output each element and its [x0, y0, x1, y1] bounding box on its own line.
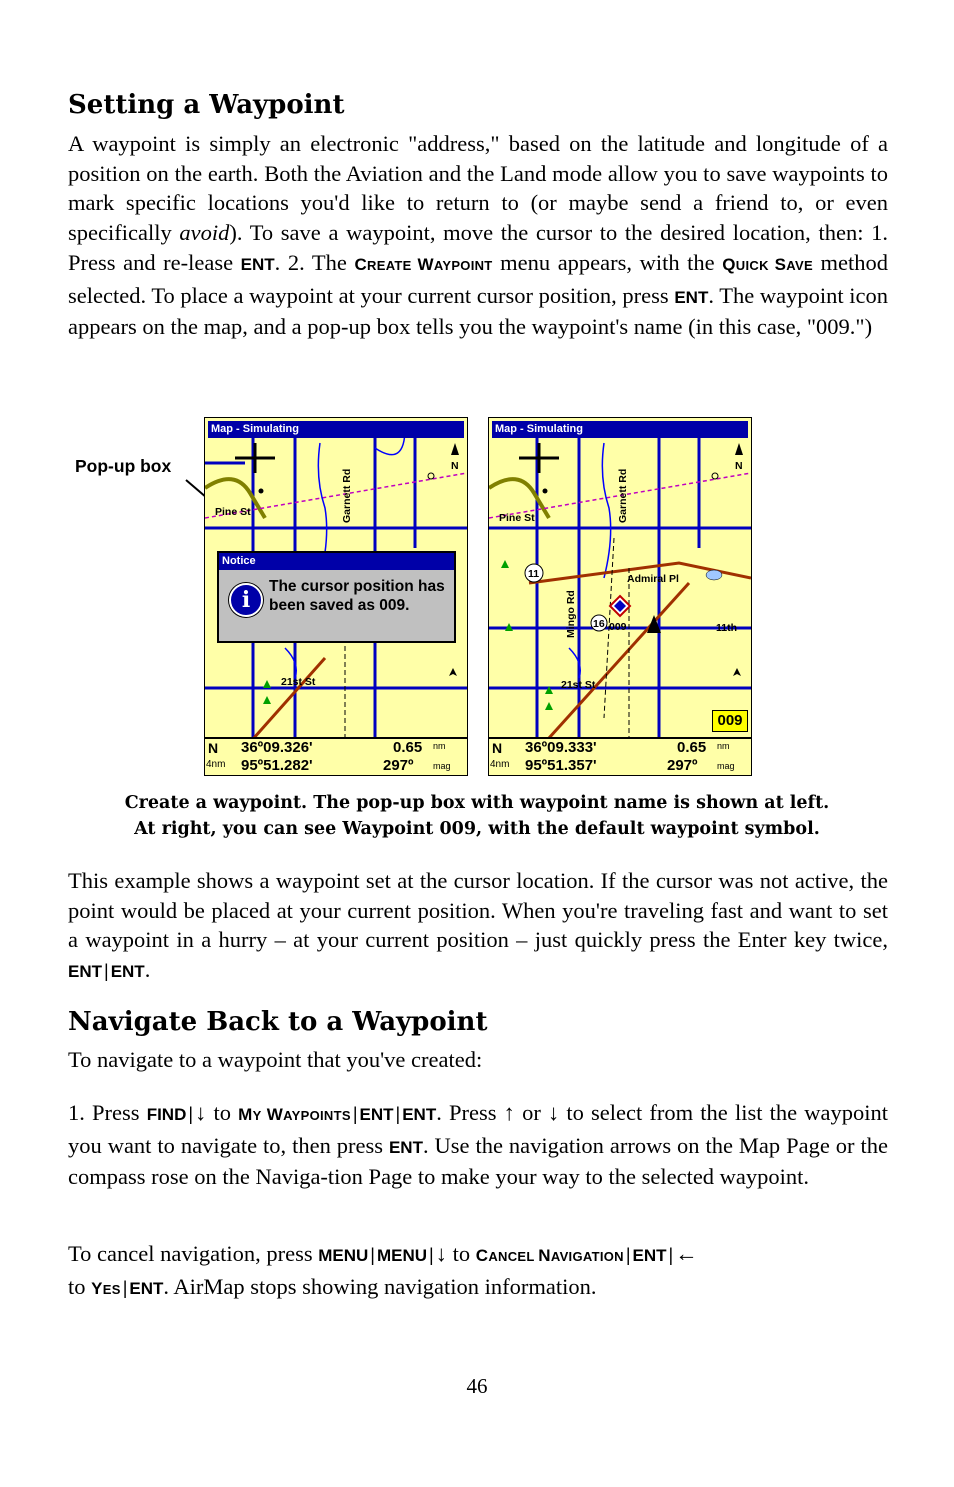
paragraph-cancel-navigation [68, 1239, 888, 1304]
text-run: ). To save a waypoint, move the cursor to the desired location, then: 1. Press and re-lease [68, 220, 888, 275]
emphasis-avoid: avoid [179, 220, 230, 246]
key-ent: ENT [240, 254, 275, 274]
separator: | [352, 1104, 358, 1124]
menu-quick-save: QUICK SAVE [722, 254, 813, 274]
down-arrow-icon: ↓ [435, 1241, 447, 1266]
text-run: . 2. The [274, 249, 355, 275]
bearing: 297º [667, 757, 698, 774]
distance: 0.65 [393, 739, 423, 756]
text-run: . AirMap stops showing navigation information. [163, 1273, 597, 1299]
separator: | [429, 1245, 434, 1265]
label-highway-16: 16 [593, 618, 605, 630]
notice-message: The cursor position has been saved as 009. [269, 578, 445, 614]
text-run: or [514, 1100, 548, 1125]
separator: | [188, 1104, 194, 1124]
key-ent: ENT [110, 962, 145, 982]
key-ent: ENT [129, 1278, 164, 1298]
north-label: N [492, 740, 503, 756]
screen-title-bar: Map - Simulating [208, 421, 464, 438]
zoom-scale: 4nm [490, 759, 510, 770]
notice-popup [217, 551, 456, 643]
bearing-unit: mag [717, 761, 735, 771]
label-mingo-rd: Mingo Rd [565, 590, 577, 638]
north-indicator: N [735, 460, 743, 472]
text-run: 1. Press [68, 1100, 147, 1125]
label-21st-st: 21st St [561, 679, 596, 691]
separator: | [122, 1277, 128, 1298]
key-ent: ENT [402, 1105, 437, 1124]
down-arrow-icon: ↓ [547, 1100, 560, 1125]
latitude: 36º09.326' [241, 739, 313, 756]
info-icon: i [229, 583, 263, 617]
separator: | [370, 1245, 375, 1265]
text-run: . Press [436, 1100, 504, 1125]
page-number: 46 [466, 1374, 488, 1398]
label-pine-st: Pine St [215, 506, 251, 518]
label-11th: 11th [716, 622, 738, 634]
text-run: . The waypoint icon appears on the map, and a pop-up box tells you the waypoint's name (in this case, "009.") [68, 282, 888, 340]
section-heading-navigate-back: Navigate Back to a Waypoint [68, 1007, 488, 1037]
menu-yes: YES [91, 1278, 121, 1298]
gps-screen-right [488, 417, 752, 776]
separator: | [395, 1104, 401, 1124]
separator: | [625, 1245, 631, 1265]
label-garnett-rd: Garnett Rd [341, 468, 353, 523]
distance: 0.65 [677, 739, 707, 756]
gps-screen-left [204, 417, 468, 776]
popup-box-label: Pop-up box [75, 456, 172, 476]
label-highway-11: 11 [528, 568, 540, 580]
key-ent: ENT [632, 1246, 667, 1265]
paragraph-cursor-location [68, 866, 888, 987]
up-arrow-icon: ↑ [503, 1100, 515, 1125]
text-run: This example shows a waypoint set at the cursor location. If the cursor was not active, the point would be placed at your current position. When you're traveling fast and want to set a waypoint in a hurry – at your current position – just quickly press the Enter key twice, [68, 868, 888, 953]
text-run: To cancel navigation, press [68, 1241, 319, 1266]
distance-unit: nm [717, 741, 730, 751]
menu-my-waypoints: MY WAYPOINTS [238, 1105, 351, 1124]
menu-cancel-navigation: CANCEL NAVIGATION [475, 1246, 624, 1265]
text-run: to [206, 1100, 239, 1125]
text-run: method selected. To place a waypoint at your current cursor position, press [68, 249, 889, 308]
text-run: . Use the navigation arrows on the Map Page or the compass rose on the Naviga-tion Page to make your way to the selected waypoint. [68, 1132, 888, 1190]
bearing: 297º [383, 757, 414, 774]
text-run: . [144, 957, 151, 983]
label-pine-st: Pine St [499, 512, 535, 524]
key-find: FIND [146, 1105, 187, 1124]
key-ent: ENT [68, 962, 102, 982]
caption-line-1: Create a waypoint. The pop-up box with waypoint name is shown at left. [124, 793, 830, 813]
status-bar [205, 737, 467, 776]
zoom-scale: 4nm [206, 759, 226, 770]
longitude: 95º51.282' [241, 757, 313, 774]
key-ent: ENT [388, 1137, 423, 1157]
key-ent: ENT [674, 287, 709, 307]
bearing-unit: mag [433, 761, 451, 771]
down-arrow-icon: ↓ [195, 1100, 207, 1125]
label-admiral-pl: Admiral Pl [627, 573, 679, 585]
left-arrow-icon: ← [675, 1241, 698, 1266]
text-run: to [446, 1241, 476, 1266]
key-ent: ENT [359, 1105, 394, 1124]
separator: | [668, 1245, 674, 1265]
caption-line-2: At right, you can see Waypoint 009, with the default waypoint symbol. [134, 819, 820, 839]
key-menu: MENU [376, 1246, 428, 1265]
status-bar [489, 737, 751, 776]
label-garnett-rd: Garnett Rd [617, 468, 629, 523]
text-run: menu appears, with the [492, 249, 723, 275]
figure-caption [40, 790, 914, 842]
latitude: 36º09.333' [525, 739, 597, 756]
paragraph-navigate-intro: To navigate to a waypoint that you've created: [68, 1047, 483, 1072]
waypoint-name-tag: 009 [712, 710, 748, 732]
menu-create-waypoint: CREATE WAYPOINT [354, 254, 493, 274]
text-run: A waypoint is simply an electronic "address," based on the latitude and longitude of a position on the earth. Both the Aviation and the Land mode allow you to save waypoints to mark specific locations you'd like to return to (or maybe send a friend to, or even specifically [68, 131, 888, 246]
north-indicator: N [451, 460, 459, 472]
screen-title-bar: Map - Simulating [492, 421, 748, 438]
longitude: 95º51.357' [525, 757, 597, 774]
text-run: to [68, 1273, 92, 1299]
paragraph-navigate-step [68, 1098, 888, 1192]
separator: | [104, 961, 109, 982]
label-wp-009: 009 [609, 621, 627, 633]
key-menu: MENU [318, 1246, 369, 1265]
north-label: N [208, 740, 219, 756]
section-heading-setting-waypoint: Setting a Waypoint [68, 90, 345, 120]
notice-title: Notice [219, 553, 454, 570]
label-21st-st: 21st St [281, 676, 316, 688]
text-run: to select from the list the waypoint you want to navigate to, then press [68, 1100, 888, 1158]
distance-unit: nm [433, 741, 446, 751]
